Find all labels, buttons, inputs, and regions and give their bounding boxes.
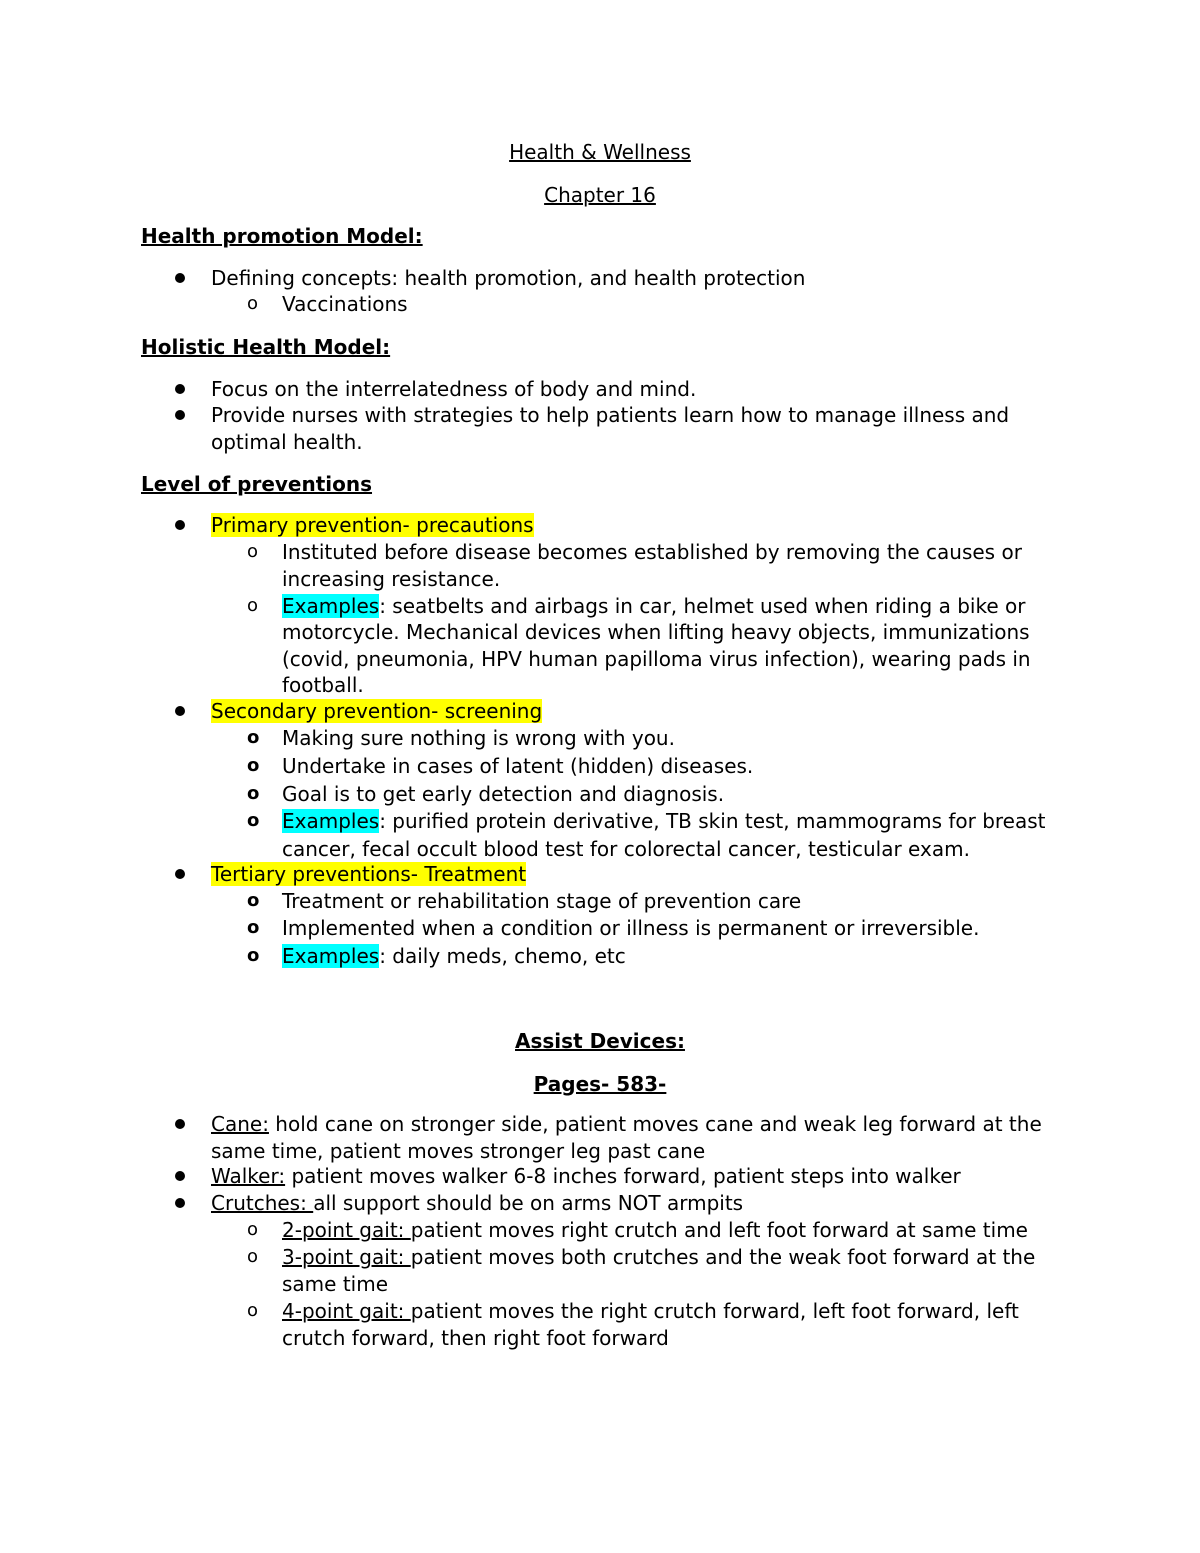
list-item-cane: [211, 1111, 1042, 1137]
walker-label: Walker:: [211, 1164, 286, 1188]
list-item: Treatment or rehabilitation stage of prevention care: [282, 889, 802, 913]
sub-bullet-icon: o: [247, 917, 260, 938]
heading-pages: Pages- 583-: [533, 1072, 667, 1096]
examples-highlight: Examples: [282, 594, 380, 618]
list-item: Focus on the interrelatedness of body and mind.: [211, 377, 697, 401]
list-item-walker: [211, 1163, 961, 1189]
sub-bullet-icon: o: [247, 810, 260, 831]
bullet-icon: [175, 273, 185, 283]
list-item-gait2: [282, 1217, 1028, 1243]
list-item: Provide nurses with strategies to help patients learn how to manage illness and: [211, 403, 1010, 427]
sub-bullet-icon: o: [247, 755, 260, 776]
gait4-label: 4-point gait:: [282, 1299, 411, 1323]
list-item-text: all support should be on arms NOT armpits: [313, 1191, 744, 1215]
sub-bullet-icon: o: [247, 1246, 259, 1267]
bullet-icon: [175, 1171, 185, 1181]
bullet-icon: [175, 1119, 185, 1129]
document-title: Health & Wellness: [509, 140, 691, 164]
list-item-gait3: [282, 1244, 1035, 1270]
sub-bullet-icon: o: [247, 1300, 259, 1321]
bullet-icon: [175, 410, 185, 420]
list-item-text: patient moves the right crutch forward, left foot forward, left: [410, 1299, 1019, 1323]
chapter-title: Chapter 16: [544, 183, 656, 207]
examples-highlight: Examples: [282, 809, 380, 833]
list-item: Defining concepts: health promotion, and health protection: [211, 266, 806, 290]
list-item-continuation: optimal health.: [211, 430, 363, 454]
list-item-tertiary: [211, 861, 526, 887]
sub-bullet-icon: o: [247, 541, 259, 562]
sub-bullet-icon: o: [247, 727, 260, 748]
bullet-icon: [175, 520, 185, 530]
sub-bullet-icon: o: [247, 783, 260, 804]
list-item-continuation: motorcycle. Mechanical devices when lifting heavy objects, immunizations: [282, 620, 1030, 644]
list-item-continuation: same time, patient moves stronger leg past cane: [211, 1139, 706, 1163]
list-item: Undertake in cases of latent (hidden) diseases.: [282, 754, 754, 778]
highlight: Primary prevention- precautions: [211, 513, 534, 537]
cane-label: Cane:: [211, 1112, 269, 1136]
list-item: Implemented when a condition or illness is permanent or irreversible.: [282, 916, 980, 940]
list-item: Making sure nothing is wrong with you.: [282, 726, 675, 750]
heading-prevention: Level of preventions: [141, 472, 373, 496]
heading-holistic: Holistic Health Model:: [141, 335, 391, 359]
bullet-icon: [175, 869, 185, 879]
list-item: [282, 593, 1025, 619]
bullet-icon: [175, 1198, 185, 1208]
list-item-text: patient moves walker 6-8 inches forward, patient steps into walker: [285, 1164, 961, 1188]
bullet-icon: [175, 706, 185, 716]
crutches-label: Crutches:: [211, 1191, 314, 1215]
list-item-continuation: football.: [282, 673, 364, 697]
sub-bullet-icon: o: [247, 945, 260, 966]
sub-bullet-icon: o: [247, 890, 260, 911]
list-item: Instituted before disease becomes established by removing the causes or: [282, 540, 1022, 564]
list-item-primary: [211, 512, 534, 538]
list-item-text: hold cane on stronger side, patient moves cane and weak leg forward at the: [268, 1112, 1042, 1136]
list-item-continuation: (covid, pneumonia, HPV human papilloma virus infection), wearing pads in: [282, 647, 1031, 671]
list-item-text: : seatbelts and airbags in car, helmet used when riding a bike or: [379, 594, 1026, 618]
list-item-text: : purified protein derivative, TB skin test, mammograms for breast: [379, 809, 1046, 833]
list-item: Goal is to get early detection and diagnosis.: [282, 782, 725, 806]
heading-health-promotion: Health promotion Model:: [141, 224, 423, 248]
list-item-text: patient moves both crutches and the weak foot forward at the: [410, 1245, 1036, 1269]
sub-bullet-icon: o: [247, 293, 259, 314]
list-item: [282, 808, 1046, 834]
bullet-icon: [175, 384, 185, 394]
highlight: Tertiary preventions- Treatment: [211, 862, 527, 886]
list-item-continuation: cancer, fecal occult blood test for colorectal cancer, testicular exam.: [282, 837, 970, 861]
list-item-text: : daily meds, chemo, etc: [379, 944, 626, 968]
list-item: [282, 943, 626, 969]
sub-bullet-icon: o: [247, 595, 259, 616]
list-item-continuation: same time: [282, 1272, 389, 1296]
list-item-secondary: [211, 698, 542, 724]
examples-highlight: Examples: [282, 944, 380, 968]
gait3-label: 3-point gait:: [282, 1245, 411, 1269]
highlight: Secondary prevention- screening: [211, 699, 543, 723]
list-item: Vaccinations: [282, 292, 408, 316]
sub-bullet-icon: o: [247, 1219, 259, 1240]
list-item-gait4: [282, 1298, 1019, 1324]
gait2-label: 2-point gait:: [282, 1218, 411, 1242]
list-item-text: patient moves right crutch and left foot forward at same time: [410, 1218, 1028, 1242]
list-item-crutches: [211, 1190, 743, 1216]
heading-assist-devices: Assist Devices:: [515, 1029, 685, 1053]
list-item-continuation: increasing resistance.: [282, 567, 501, 591]
list-item-continuation: crutch forward, then right foot forward: [282, 1326, 669, 1350]
